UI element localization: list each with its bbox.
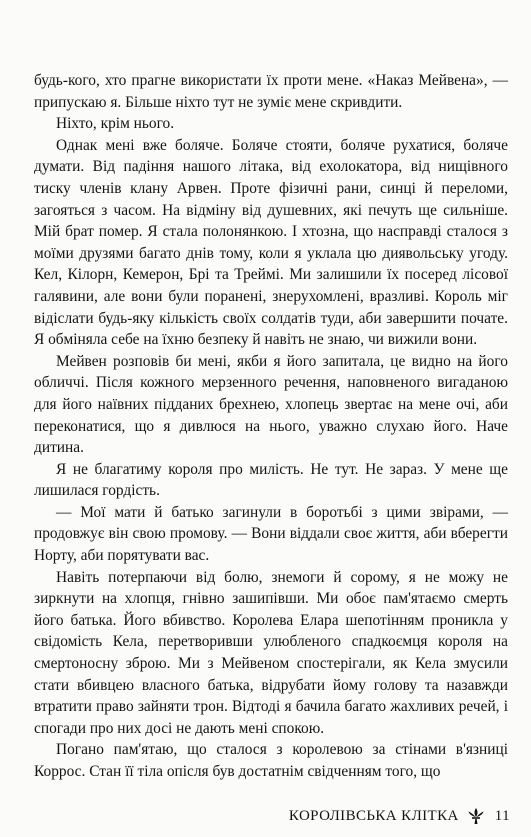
paragraph-5: Я не благатиму короля про милість. Не тут. Не зараз. У мене ще лишилася гордість. [34,460,508,500]
paragraph-3: Однак мені вже боляче. Боляче стояти, боляче рухатися, боляче думати. Від падіння нашого літака, від ехолокатора, від нищівного тиску членів клану Арвен. Проте фізичні рани, синці й переломи, загояться з часом. На відміну від душевних, які печуть ще сильніше. Мій брат помер. Я стала полонянкою. І хтозна, що насправді сталося з моїми друзями багато днів тому, коли я уклала цю диявольську угоду. Кел, Кілорн, Кемерон, Брі та Треймі. Ми залишили їх посеред лісової галявини, але вони були поранені, знерухомлені, вразливі. Король міг відіслати будь-яку кількість своїх солдатів туди, аби завершити почате. Я обміняла себе на їхню безпеку й навіть не знаю, чи вижили вони. [34,136,508,349]
page-number: 11 [494,807,510,824]
page-footer [275,805,510,827]
paragraph-1: будь-кого, хто прагне використати їх проти мене. «Наказ Мейвена», — припускаю я. Більше ніхто тут не зуміє мене скривдити. [34,72,508,111]
body-text [34,70,508,783]
running-title: КОРОЛІВСЬКА КЛІТКА [288,807,459,824]
paragraph-2: Ніхто, крім нього. [56,115,175,133]
fleur-de-lis-icon [467,807,485,825]
paragraph-6: — Мої мати й батько загинули в боротьбі з цими звірами, — продовжує він свою промову. — Вони віддали своє життя, аби вберегти Норту, аби порятувати вас. [34,503,508,565]
paragraph-8: Погано пам'ятаю, що сталося з королевою за стінами в'язниці Коррос. Стан її тіла опісля був достатнім свідченням того, що [34,741,508,780]
paragraph-4: Мейвен розповів би мені, якби я його запитала, це видно на його обличчі. Після кожного мерзенного речення, наповненого вигаданою для його наївних підданих брехнею, хлопець звертає на мене очі, аби переконатися, що я дивлюся на нього, уважно слухаю його. Наче дитина. [34,352,508,457]
paragraph-7: Навіть потерпаючи від болю, знемоги й сорому, я не можу не зиркнути на хлопця, гнівно зашипівши. Ми обоє пам'ятаємо смерть його батька. Його вбивство. Королева Елара шепотінням проникла у свідомість Кела, перетворивши улюбленого спадкоємця короля на смертоносну зброю. Ми з Мейвеном спостерігали, як Кела змусили стати вбивцею власного батька, відрубати йому голову та назавжди втратити право зайняти трон. Відтоді я бачила багато жахливих речей, і спогади про них досі не дають мені спокою. [34,568,508,737]
